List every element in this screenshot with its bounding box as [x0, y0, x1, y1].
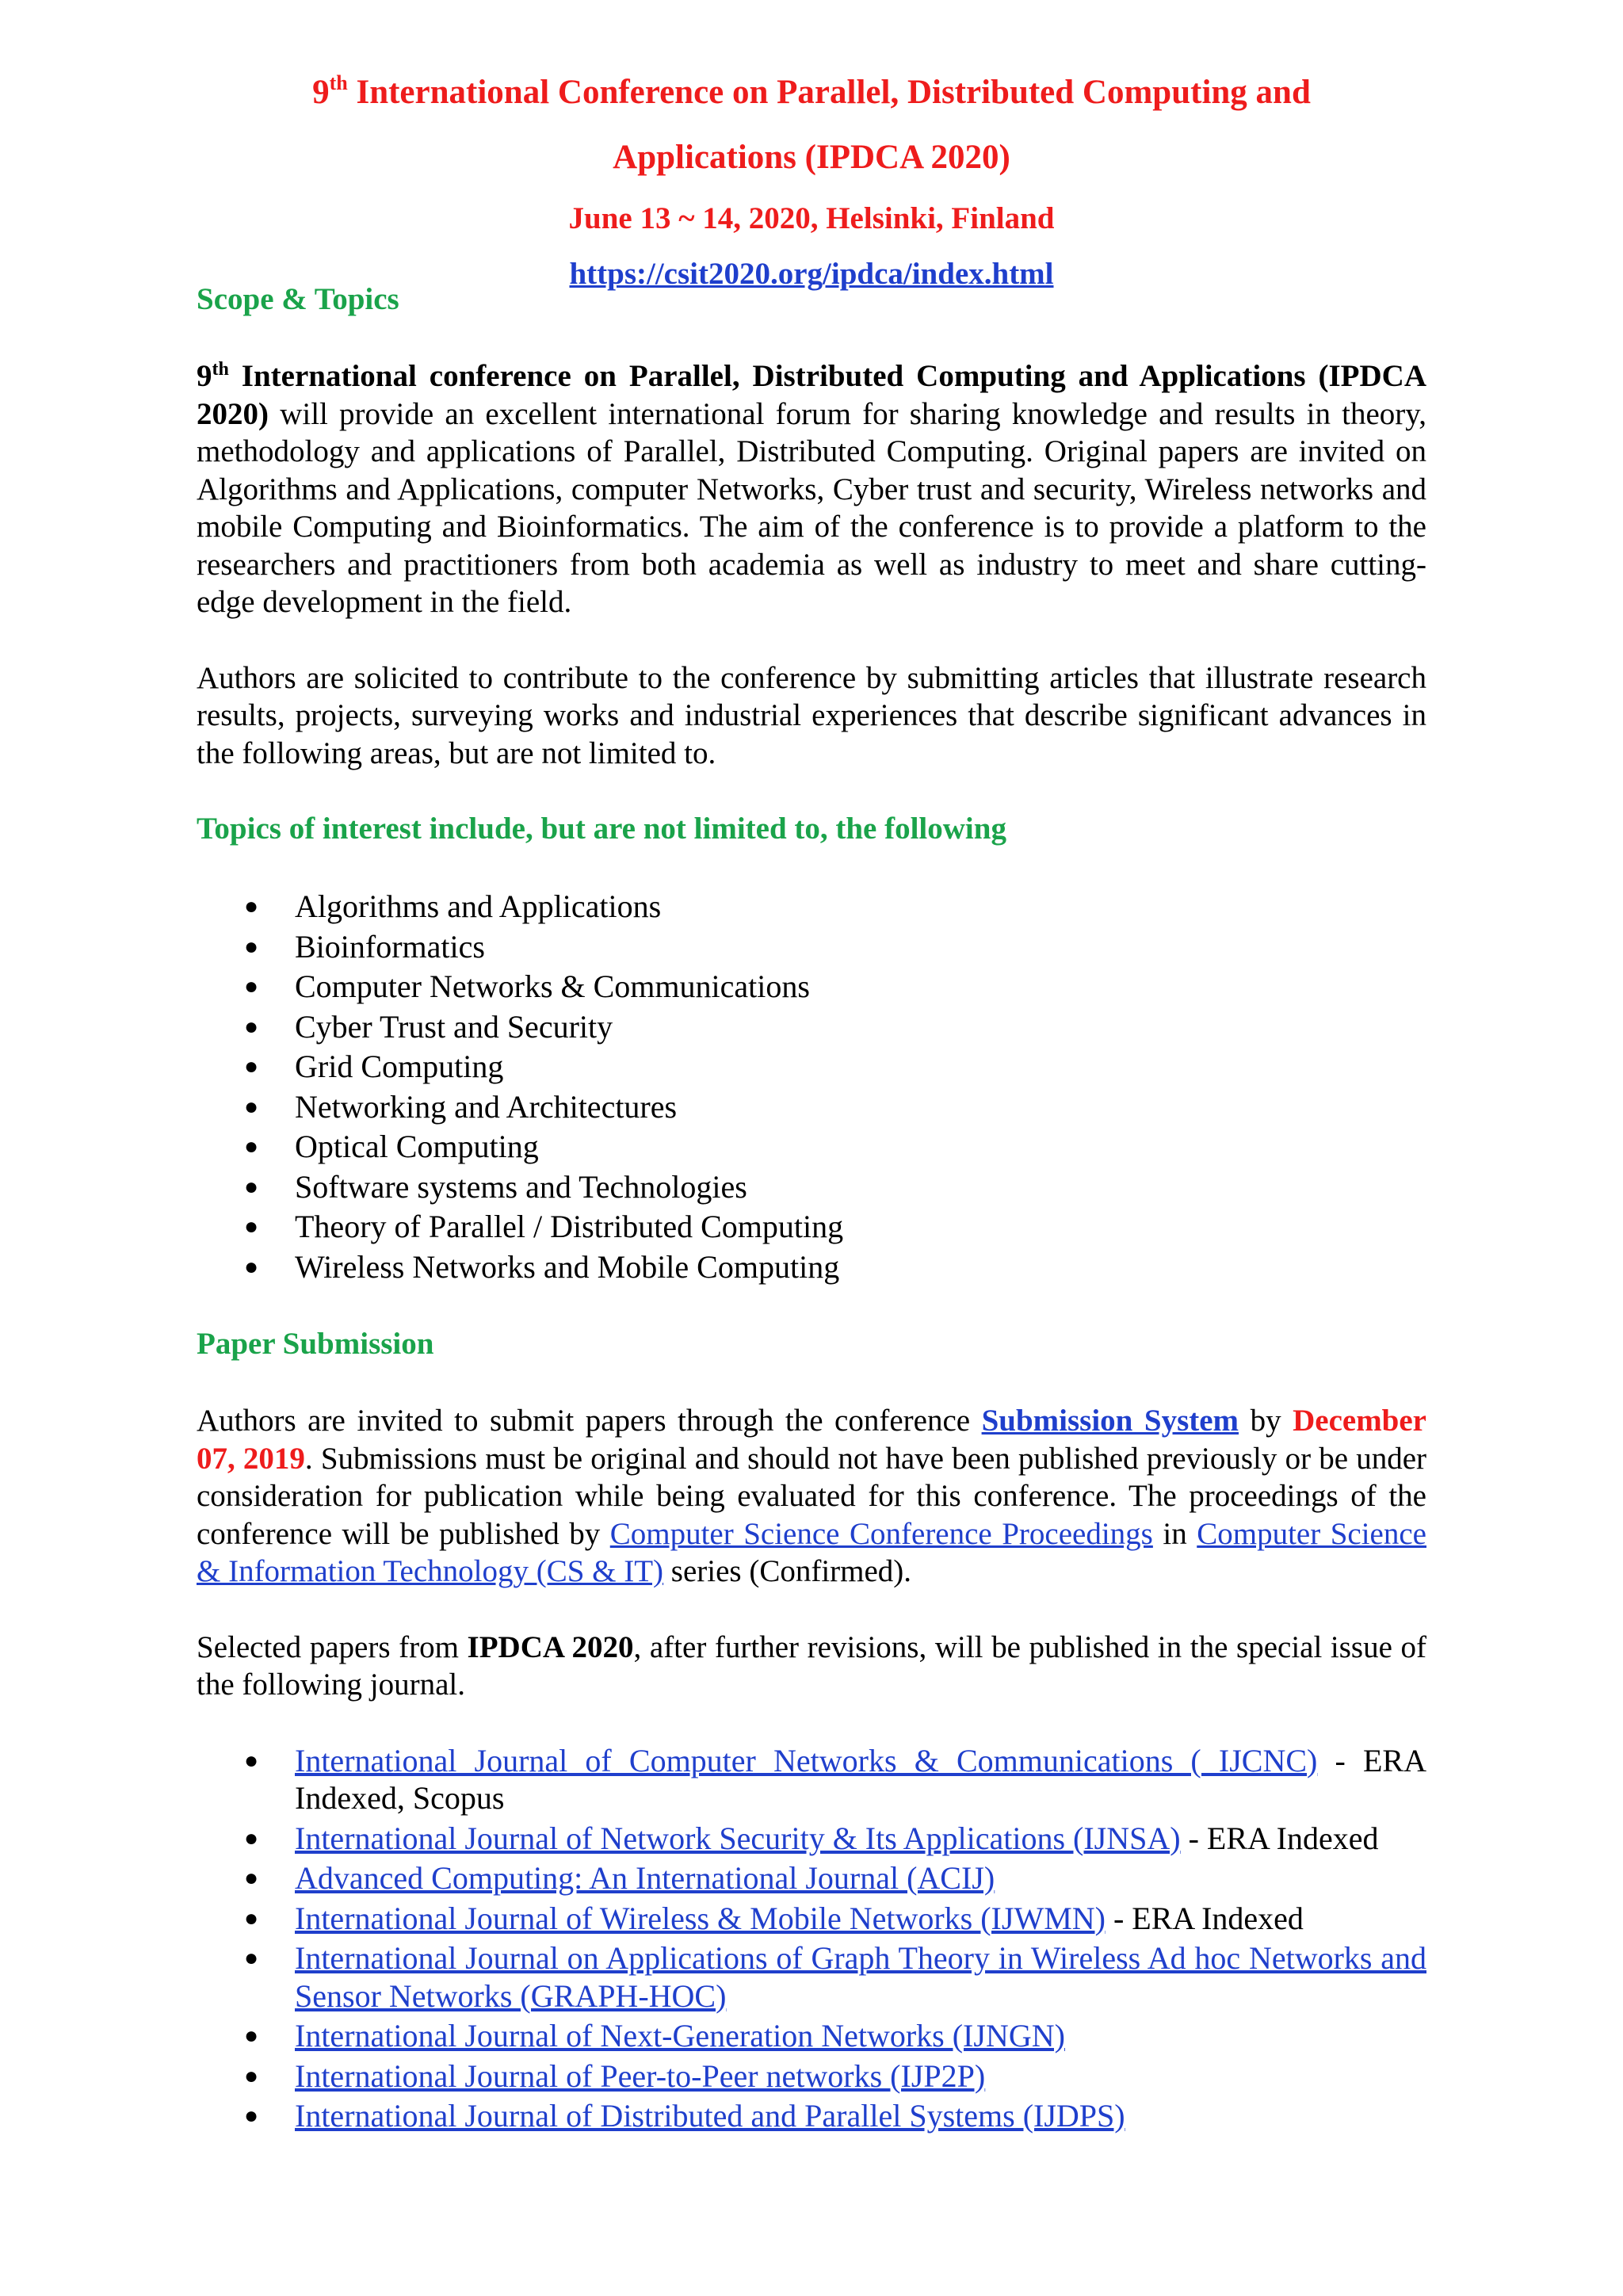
journal-link[interactable]: International Journal of Network Security & Its Applications (IJNSA) — [295, 1820, 1181, 1856]
bullet-icon: ● — [244, 2103, 259, 2129]
scope-paragraph-1 — [197, 357, 1426, 621]
list-item: ● International Journal of Computer Networks & Communications ( IJCNC) - ERA Indexed, Scopus — [244, 1742, 1426, 1816]
scope-paragraph-2: Authors are solicited to contribute to the conference by submitting articles that illustrate research results, projects, surveying works and industrial experiences that describe significant advances in the following areas, but are not limited to. — [197, 660, 1426, 770]
title-ordinal: 9 — [312, 74, 330, 111]
submission-deadline: December 07, 2019 — [197, 1404, 1426, 1476]
list-item: ● Wireless Networks and Mobile Computing — [197, 1247, 1426, 1288]
title-superscript: th — [329, 71, 348, 94]
bullet-icon: ● — [244, 1133, 259, 1159]
list-item — [197, 1859, 1426, 1897]
topics-list — [197, 887, 1426, 1287]
journals-list — [197, 1742, 1426, 2135]
list-item: ● Optical Computing — [197, 1127, 1426, 1167]
cfp-page — [197, 60, 1426, 2137]
date-location: June 13 ~ 14, 2020, Helsinki, Finland — [568, 201, 1055, 235]
bullet-icon: ● — [244, 1053, 259, 1079]
journal-link[interactable]: International Journal of Wireless & Mobile Networks (IJWMN) — [295, 1900, 1106, 1936]
topics-heading: Topics of interest include, but are not limited to, the following — [197, 812, 1006, 846]
list-item: ● Networking and Architectures — [197, 1087, 1426, 1128]
conference-title — [197, 60, 1426, 190]
list-item — [197, 2017, 1426, 2055]
list-item: ● Software systems and Technologies — [197, 1167, 1426, 1208]
title-line-1: International Conference on Parallel, Distributed Computing and — [347, 74, 1311, 111]
list-item: ● Grid Computing — [197, 1047, 1426, 1087]
bullet-icon: ● — [244, 973, 259, 999]
list-item: ● Cyber Trust and Security — [197, 1007, 1426, 1048]
bullet-icon: ● — [244, 2023, 259, 2049]
list-item: ● Computer Networks & Communications — [197, 967, 1426, 1007]
submission-system-link[interactable]: Submission System — [981, 1404, 1239, 1438]
bullet-icon: ● — [244, 1213, 259, 1240]
journal-link[interactable]: International Journal on Applications of Graph Theory in Wireless Ad hoc Networks and Sensor Networks (GRAPH-HOC) — [295, 1940, 1426, 2014]
proceedings-link[interactable]: Computer Science Conference Proceedings — [609, 1516, 1153, 1551]
title-line-2: Applications (IPDCA 2020) — [613, 139, 1010, 176]
bullet-icon: ● — [244, 893, 259, 919]
scope-intro-text: will provide an excellent international forum for sharing knowledge and results in theory, methodology and applications of Parallel, Distributed Computing. Original papers are invited on Algorithms and Applications, computer Networks, Cyber trust and security, Wireless networks and mobile Computing and Bioinformatics. The aim of the conference is to provide a platform to the researchers and practitioners from both academia as well as industry to meet and share cutting-edge development in the field. — [197, 396, 1426, 619]
bullet-icon: ● — [244, 1904, 259, 1931]
list-item: ● Bioinformatics — [197, 927, 1426, 968]
bullet-icon: ● — [244, 1093, 259, 1120]
journal-link[interactable]: International Journal of Distributed and Parallel Systems (IJDPS) — [295, 2098, 1125, 2134]
list-item — [197, 1939, 1426, 2015]
list-item: ● Theory of Parallel / Distributed Computing — [197, 1207, 1426, 1247]
list-item: ● International Journal of Wireless & Mobile Networks (IJWMN) - ERA Indexed — [244, 1900, 1304, 1936]
submission-paragraph: Authors are invited to submit papers through the conference Submission System by December 07, 2019. Submissions must be original and should not have been published previously or be under consideration for publication while being evaluated for this conference. The proceedings of the conference will be published by Computer Science Conference Proceedings in Computer Science & Information Technology (CS & IT) series (Confirmed). — [197, 1404, 1426, 1588]
journal-link[interactable]: International Journal of Computer Networks & Communications ( IJCNC) — [295, 1742, 1318, 1778]
list-item: ● International Journal of Network Security & Its Applications (IJNSA) - ERA Indexed — [244, 1820, 1379, 1856]
scope-heading: Scope & Topics — [197, 282, 399, 316]
bullet-icon: ● — [244, 1253, 259, 1280]
bullet-icon: ● — [244, 1824, 259, 1851]
scope-intro-bold: 9th International conference on Parallel, Distributed Computing and Applications (IPDCA 2020) — [197, 359, 1426, 431]
bullet-icon: ● — [244, 1747, 259, 1774]
bullet-icon: ● — [244, 2062, 259, 2089]
bullet-icon: ● — [244, 1865, 259, 1891]
submission-heading: Paper Submission — [197, 1327, 434, 1361]
bullet-icon: ● — [244, 933, 259, 960]
bullet-icon: ● — [244, 1173, 259, 1200]
conference-header — [197, 60, 1426, 296]
journal-link[interactable]: International Journal of Next-Generation Networks (IJNGN) — [295, 2018, 1065, 2053]
conference-url-link[interactable]: https://csit2020.org/ipdca/index.html — [569, 257, 1054, 291]
bullet-icon: ● — [244, 1945, 259, 1971]
selected-papers-paragraph: Selected papers from IPDCA 2020, after further revisions, will be published in the special issue of the following journal. — [197, 1629, 1427, 1702]
conference-acronym: IPDCA 2020 — [467, 1629, 634, 1664]
list-item — [197, 2057, 1426, 2095]
list-item — [197, 2097, 1426, 2135]
journal-link[interactable]: International Journal of Peer-to-Peer networks (IJP2P) — [295, 2057, 986, 2094]
journal-link[interactable]: Advanced Computing: An International Journal (ACIJ) — [295, 1860, 995, 1896]
bullet-icon: ● — [244, 1013, 259, 1040]
list-item: ● Algorithms and Applications — [197, 887, 1426, 927]
series-link[interactable]: Computer Science & Information Technology (CS & IT) — [197, 1516, 1426, 1588]
